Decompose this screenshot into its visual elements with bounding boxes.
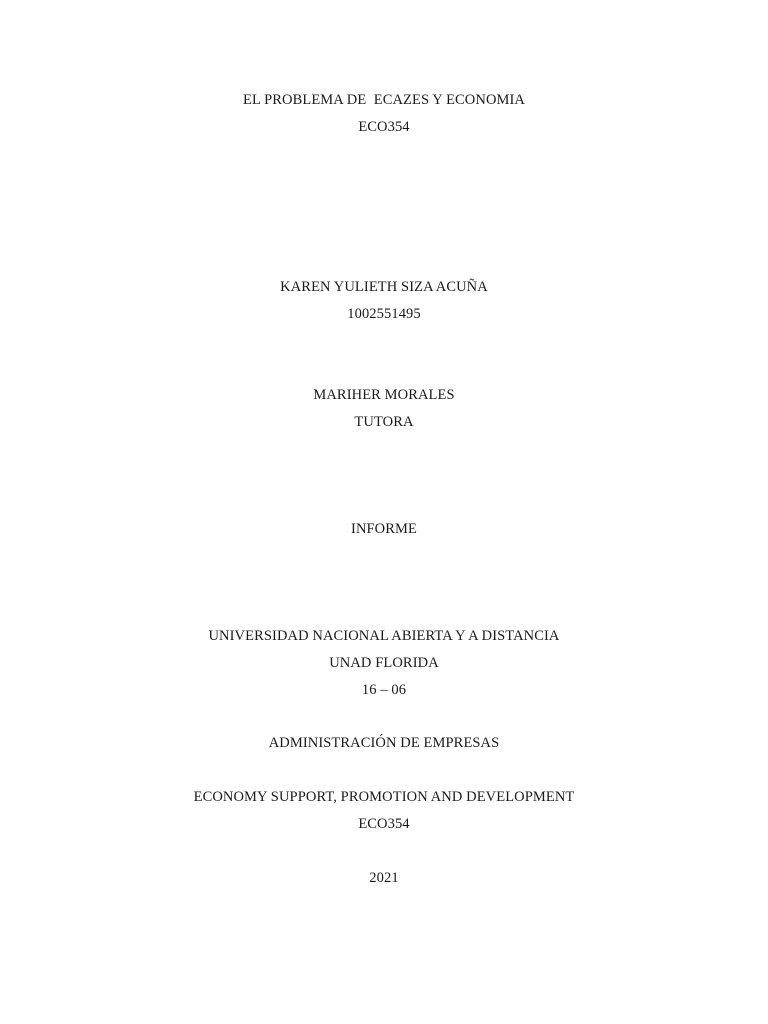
document-year: 2021	[369, 870, 399, 886]
author-id: 1002551495	[347, 306, 421, 322]
course-name: ECONOMY SUPPORT, PROMOTION AND DEVELOPMENT	[193, 789, 575, 805]
document-title: EL PROBLEMA DE ECAZES Y ECONOMIA	[242, 92, 526, 108]
document-type: INFORME	[351, 521, 417, 537]
institution-campus: UNAD FLORIDA	[329, 655, 439, 671]
document-date: 16 – 06	[361, 682, 407, 698]
tutor-role: TUTORA	[354, 414, 414, 430]
author-name: KAREN YULIETH SIZA ACUÑA	[280, 279, 488, 295]
course-code: ECO354	[358, 119, 410, 135]
tutor-name: MARIHER MORALES	[313, 387, 455, 403]
institution-name: UNIVERSIDAD NACIONAL ABIERTA Y A DISTANCIA	[208, 628, 560, 644]
program-name: ADMINISTRACIÓN DE EMPRESAS	[268, 735, 500, 751]
course-name-code: ECO354	[358, 816, 410, 832]
